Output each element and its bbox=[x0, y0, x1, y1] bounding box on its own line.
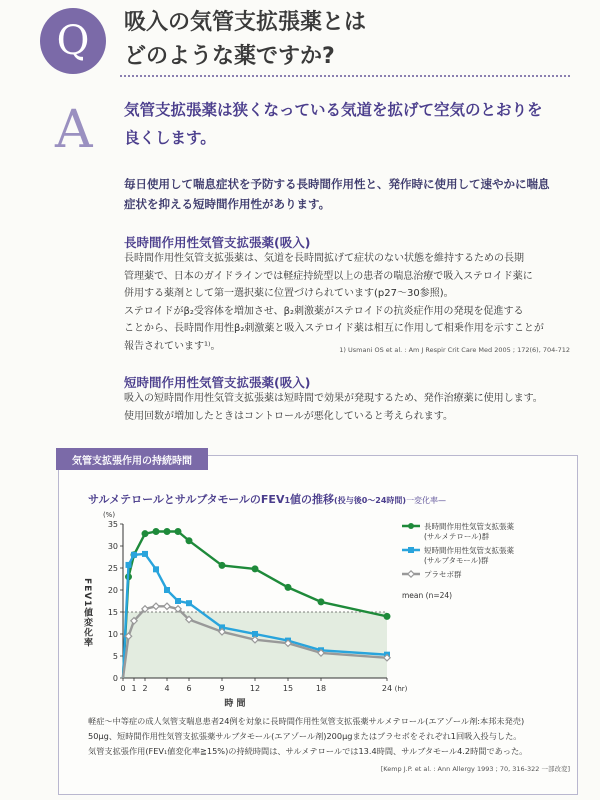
y-tick-label: 5 bbox=[112, 652, 118, 661]
question-title-line2: どのような薬ですか? bbox=[124, 44, 335, 69]
caption-line: 気管支拡張作用(FEV₁値変化率≧15%)の持続時間は、サルメテロールでは13.4時間、サルブタモール4.2時間であった。 bbox=[88, 746, 528, 756]
chart-title-paren: (投与後0〜24時間) bbox=[334, 496, 407, 505]
x-tick-label: 4 bbox=[164, 684, 170, 693]
y-tick-label: 30 bbox=[107, 542, 118, 551]
panel-tab: 気管支拡張作用の持続時間 bbox=[56, 448, 208, 470]
series-1-point bbox=[142, 551, 148, 557]
reference-2: [Kemp J.P. et al. : Ann Allergy 1993 ; 70, 316-322 一部改変] bbox=[380, 765, 570, 773]
long-acting-line: 併用する薬剤として第一選択薬に位置づけられています(p27〜30参照)。 bbox=[124, 288, 454, 299]
x-unit-label: (hr) bbox=[394, 685, 408, 693]
question-title-line1: 吸入の気管支拡張薬とは bbox=[124, 10, 367, 35]
series-1-point bbox=[131, 552, 137, 558]
series-0-point bbox=[318, 599, 324, 605]
legend-marker-1 bbox=[408, 547, 414, 553]
x-tick-label: 9 bbox=[219, 684, 225, 693]
y-tick-label: 25 bbox=[107, 564, 118, 573]
answer-line1: 気管支拡張薬は狭くなっている気道を拡げて空気のとおりを bbox=[124, 101, 543, 119]
y-tick-label: 10 bbox=[107, 630, 118, 639]
x-tick-label: 6 bbox=[186, 684, 192, 693]
short-acting-heading: 短時間作用性気管支拡張薬(吸入) bbox=[124, 375, 311, 390]
y-unit-label: (%) bbox=[102, 511, 116, 519]
series-0-point bbox=[153, 528, 159, 534]
legend-label-0: 長時間作用性気管支拡張薬 bbox=[424, 522, 514, 531]
threshold-band bbox=[123, 612, 387, 678]
chart-title-sub: 1 bbox=[284, 496, 291, 505]
legend-mean-note: mean (n=24) bbox=[402, 591, 453, 600]
short-acting-line: 使用回数が増加したときはコントロールが悪化していると考えられます。 bbox=[124, 410, 453, 422]
long-acting-line: 管理薬で、日本のガイドラインでは軽症持続型以上の患者の喘息治療で吸入ステロイド薬に bbox=[124, 270, 533, 282]
series-0-point bbox=[175, 528, 181, 534]
long-acting-line: 報告されています¹⁾。 bbox=[124, 340, 221, 352]
legend-label-1: (サルブタモール)群 bbox=[424, 556, 489, 565]
x-axis-title: 時 間 bbox=[224, 699, 246, 709]
long-acting-line: 長時間作用性気管支拡張薬は、気道を長時間拡げて症状のない状態を維持するための長期 bbox=[124, 253, 524, 264]
legend-label-1: 短時間作用性気管支拡張薬 bbox=[424, 546, 514, 555]
caption-line: 50μg、短時間作用性気管支拡張薬サルブタモール(エアゾール剤)200μgまたはプラセボをそれぞれ1回吸入投与した。 bbox=[88, 731, 522, 741]
question-badge: Q bbox=[40, 8, 106, 74]
y-tick-label: 15 bbox=[107, 608, 118, 617]
x-tick-label: 0 bbox=[120, 684, 126, 693]
series-1-point bbox=[175, 598, 181, 604]
y-tick-label: 35 bbox=[107, 520, 118, 529]
intro-line1: 毎日使用して喘息症状を予防する長時間作用性と、発作時に使用して速やかに喘息 bbox=[124, 177, 550, 191]
y-tick-label: 20 bbox=[107, 586, 118, 595]
legend-label-2: プラセボ群 bbox=[424, 570, 462, 579]
short-acting-line: 吸入の短時間作用性気管支拡張薬は短時間で効果が発現するため、発作治療薬に使用します。 bbox=[124, 393, 543, 404]
series-1-point bbox=[186, 600, 192, 606]
series-0-point bbox=[252, 566, 258, 572]
chart-title-main: サルメテロールとサルブタモールのFEV bbox=[88, 493, 285, 506]
x-tick-label: 24 bbox=[381, 684, 393, 693]
answer-badge: A bbox=[55, 100, 93, 160]
series-0-point bbox=[164, 528, 170, 534]
answer-line2: 良くします。 bbox=[124, 129, 216, 147]
series-1-point bbox=[126, 562, 132, 568]
x-tick-label: 15 bbox=[282, 684, 294, 693]
series-0-point bbox=[384, 613, 390, 619]
series-0-point bbox=[186, 538, 192, 544]
series-0-point bbox=[285, 584, 291, 590]
series-1-point bbox=[164, 587, 170, 593]
caption-line: 軽症〜中等症の成人気管支喘息患者24例を対象に長時間作用性気管支拡張薬サルメテロール(エアゾール剤:本邦未発売) bbox=[88, 716, 525, 726]
long-acting-line: ことから、長時間作用性β₂刺激薬と吸入ステロイド薬は相互に作用して相乗作用を示すことが bbox=[124, 323, 544, 334]
x-tick-label: 12 bbox=[249, 684, 261, 693]
legend-marker-2 bbox=[408, 571, 414, 577]
series-0-point bbox=[219, 562, 225, 568]
y-axis-title: FEV1値変化率 bbox=[82, 578, 92, 648]
series-2-point bbox=[153, 603, 159, 609]
series-2-point bbox=[164, 603, 170, 609]
legend-marker-0 bbox=[408, 523, 414, 529]
series-1-point bbox=[153, 566, 159, 572]
chart-caption bbox=[88, 714, 568, 759]
long-acting-heading: 長時間作用性気管支拡張薬(吸入) bbox=[124, 235, 311, 250]
series-0-point bbox=[142, 531, 148, 537]
x-tick-label: 2 bbox=[142, 684, 148, 693]
x-tick-label: 18 bbox=[315, 684, 327, 693]
x-tick-label: 1 bbox=[131, 684, 137, 693]
long-acting-line: ステロイドがβ₂受容体を増加させ、β₂刺激薬がステロイドの抗炎症作用の発現を促進する bbox=[124, 305, 524, 317]
reference-1: 1) Usmani OS et al. : Am J Respir Crit Care Med 2005 ; 172(6), 704-712 bbox=[339, 346, 570, 354]
chart-title-rest: 値の推移 bbox=[290, 493, 335, 506]
legend-label-0: (サルメテロール)群 bbox=[424, 532, 490, 541]
chart-title-tail: 一変化率— bbox=[406, 496, 447, 505]
intro-line2: 症状を抑える短時間作用性があります。 bbox=[124, 197, 331, 211]
y-tick-label: 0 bbox=[112, 674, 118, 683]
